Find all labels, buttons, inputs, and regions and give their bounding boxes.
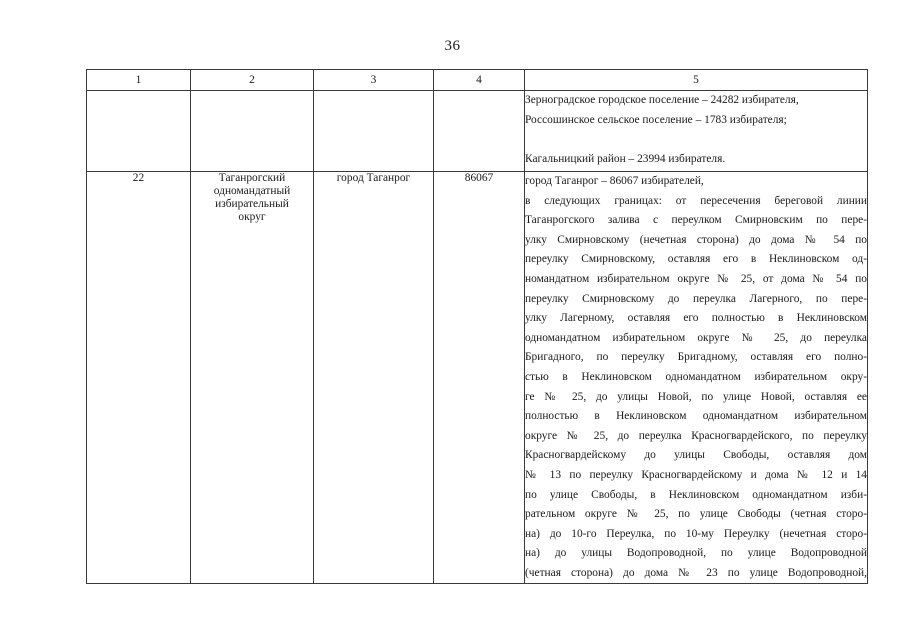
text-line: Таганрогский [218,172,286,184]
text-line: округ [238,211,266,223]
text-line: Кагальницкий район – 23994 избирателя. [525,152,726,165]
text-line: одномандатном избирательном округе № 25, до переулка [525,331,867,344]
text-line: улку Смирновскому (нечетная сторона) до дома № 54 по [525,233,867,246]
text-line: № 13 по переулку Красногвардейскому и дома № 12 и 14 [525,468,867,481]
text-line: улку Лагерному, оставляя его полностью в Неклиновском [525,312,867,325]
text-line: рательном округе № 25, по улице Свободы (четная сторо- [525,508,867,521]
table-header-row [87,70,868,91]
district-row [87,172,868,584]
district-voters: 86067 [434,172,525,584]
district-number: 22 [87,172,191,584]
header-cell-2: 2 [191,70,314,91]
text-line: Россошинское сельское поселение – 1783 избирателя; [525,113,787,126]
empty-cell [314,91,434,172]
header-cell-1: 1 [87,70,191,91]
text-line: стью в Неклиновском одномандатном избирательном окру- [525,370,867,383]
text-line: одномандатный [213,185,291,197]
continuation-lines [525,91,867,130]
text-line: Зерноградское городское поселение – 24282 избирателя, [525,94,799,106]
text-line: по улице Свободы, в Неклиновском одномандатном изби- [525,488,867,501]
continuation-description [525,91,868,172]
text-line: (четная сторона) до дома № 23 по улице Водопроводной, [525,566,867,579]
text-line: Таганрогского залива с переулком Смирновским по пере- [525,214,867,227]
districts-table [86,69,868,584]
district-name [191,172,314,584]
continuation-row [87,91,868,172]
empty-cell [191,91,314,172]
text-line: на) до улицы Водопроводной, по улице Водопроводной [525,547,867,560]
paragraph-gap [525,130,867,150]
district-territory: город Таганрог [314,172,434,584]
text-line: полностью в Неклиновском одномандатном избирательном [525,410,867,423]
text-line: ге № 25, до улицы Новой, по улице Новой, оставляя ее [525,390,867,403]
empty-cell [87,91,191,172]
text-line: в следующих границах: от пересечения береговой линии [525,194,867,207]
continuation-lines-after [525,150,867,170]
text-line: переулку Смирновскому до переулка Лагерного, по пере- [525,292,867,305]
text-line: город Таганрог – 86067 избирателей, [525,175,704,187]
header-cell-3: 3 [314,70,434,91]
text-line: округе № 25, до переулка Красногвардейского, по переулку [525,429,867,442]
text-line: номандатном избирательном округе № 25, от дома № 54 по [525,272,867,285]
text-line: Бригадного, по переулку Бригадному, оставляя его полно- [525,351,867,364]
text-line: Красногвардейскому до улицы Свободы, оставляя дом [525,449,867,462]
page-number: 36 [444,38,461,54]
header-cell-4: 4 [434,70,525,91]
empty-cell [434,91,525,172]
text-line: избирательный [215,198,289,210]
text-line: переулку Смирновскому, оставляя его в Неклиновском од- [525,253,867,266]
header-cell-5: 5 [525,70,868,91]
text-line: на) до 10-го Переулка, по 10-му Переулку (нечетная сторо- [525,527,867,540]
district-boundary-description [525,172,868,584]
